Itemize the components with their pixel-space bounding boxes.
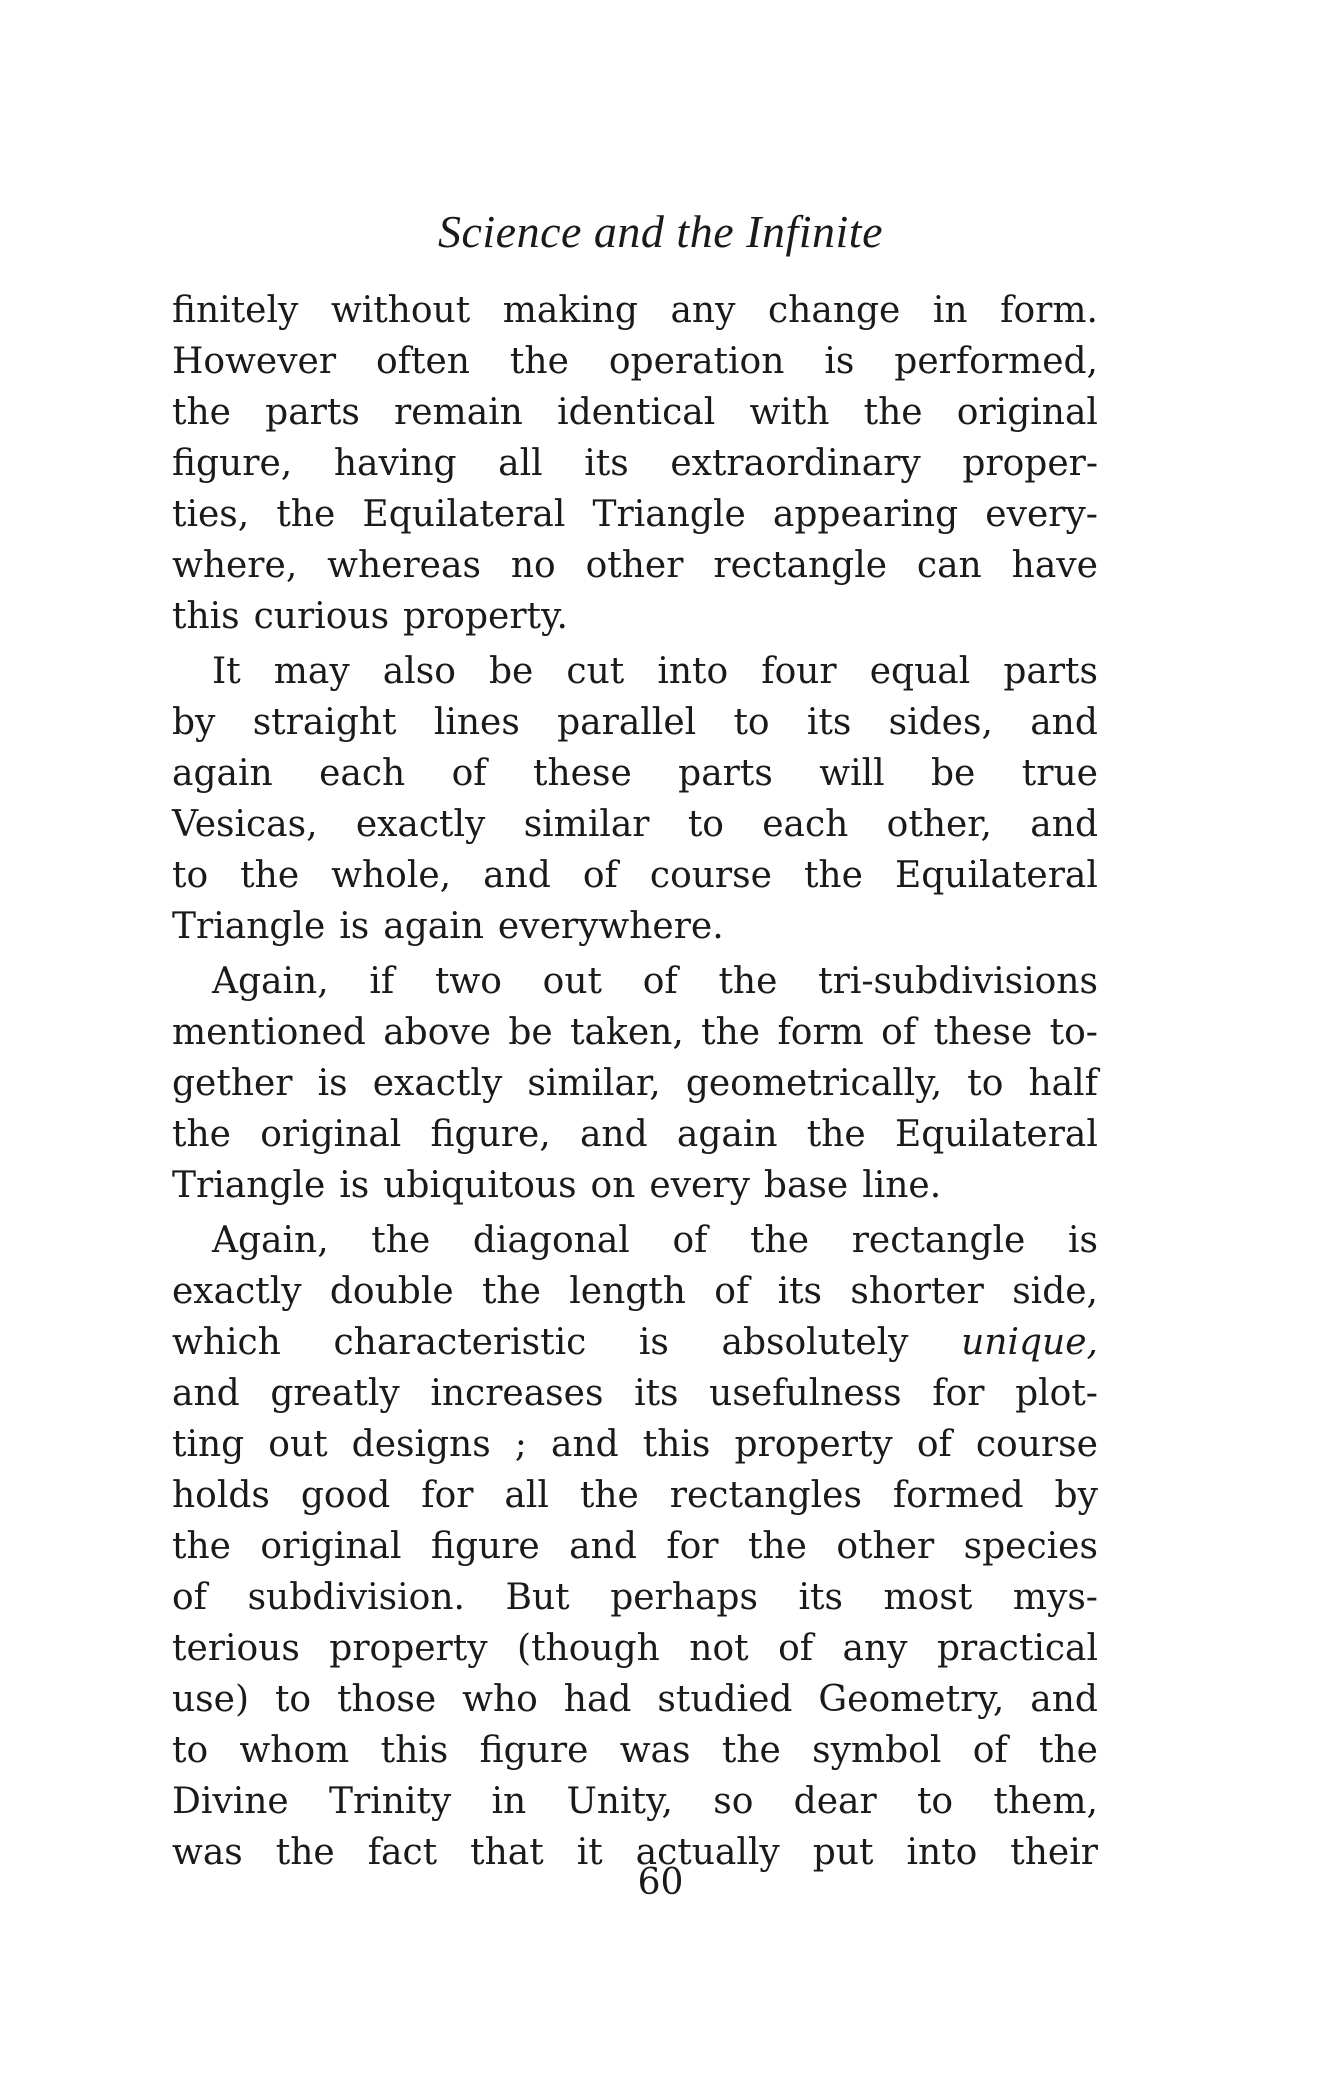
word: practical <box>936 1628 1098 1669</box>
word: But <box>505 1577 570 1618</box>
word: into <box>906 1832 978 1873</box>
word: plot- <box>1015 1373 1098 1414</box>
word: parts <box>678 753 773 794</box>
word: four <box>761 651 837 692</box>
text-line <box>172 1776 1098 1827</box>
word: parts <box>265 392 360 433</box>
word: of <box>582 855 618 896</box>
word: again <box>172 753 273 794</box>
word: appearing <box>772 494 959 535</box>
paragraph <box>172 1215 1098 1878</box>
word: its <box>806 702 852 743</box>
word: to <box>172 1730 209 1771</box>
text-line <box>172 1623 1098 1674</box>
word: the <box>747 1526 807 1567</box>
word: not <box>689 1628 749 1669</box>
word: their <box>1010 1832 1098 1873</box>
word: absolutely <box>721 1322 909 1363</box>
word: the <box>240 855 300 896</box>
word: the <box>509 341 569 382</box>
word: can <box>916 545 982 586</box>
word: any <box>842 1628 908 1669</box>
text-line <box>172 1470 1098 1521</box>
word: characteristic <box>333 1322 587 1363</box>
word: formed <box>892 1475 1024 1516</box>
word: this <box>642 1424 711 1465</box>
word: will <box>819 753 885 794</box>
word: mys- <box>1012 1577 1098 1618</box>
word: have <box>1011 545 1098 586</box>
word: rectangle <box>851 1220 1026 1261</box>
word: if <box>369 961 395 1002</box>
word: its <box>584 443 629 484</box>
word: is <box>1068 1220 1098 1261</box>
word: this <box>380 1730 449 1771</box>
word: course <box>975 1424 1098 1465</box>
word: to <box>172 855 209 896</box>
word: similar, <box>527 1063 661 1104</box>
word: species <box>963 1526 1098 1567</box>
word: perhaps <box>610 1577 758 1618</box>
word: straight <box>252 702 397 743</box>
text-line <box>172 1725 1098 1776</box>
word: the <box>275 1832 335 1873</box>
word: these <box>533 753 632 794</box>
word: change <box>768 290 901 331</box>
word: and <box>550 1424 619 1465</box>
word: and <box>1030 1679 1098 1720</box>
word: sides, <box>888 702 993 743</box>
word: on <box>590 1165 636 1206</box>
word: whereas <box>327 545 481 586</box>
word: everywhere. <box>497 906 724 947</box>
word: figure <box>430 1526 540 1567</box>
word: was <box>619 1730 691 1771</box>
body-text <box>172 285 1098 1878</box>
word: is <box>339 1165 370 1206</box>
word: them, <box>993 1781 1098 1822</box>
word: property <box>734 1424 893 1465</box>
text-line <box>172 387 1098 438</box>
word: its <box>798 1577 843 1618</box>
word: (though <box>517 1628 660 1669</box>
word: terious <box>172 1628 300 1669</box>
word: other <box>585 545 684 586</box>
word: length <box>569 1271 686 1312</box>
word: exactly <box>355 804 486 845</box>
word: its <box>777 1271 823 1312</box>
word: which <box>172 1322 281 1363</box>
word: ubiquitous <box>383 1165 577 1206</box>
text-line <box>172 1160 1098 1211</box>
running-head: Science and the Infinite <box>437 206 883 257</box>
word: form <box>777 1012 864 1053</box>
word: again <box>383 906 484 947</box>
word: for <box>666 1526 719 1567</box>
word: the <box>803 855 863 896</box>
word: by <box>172 702 216 743</box>
word: the <box>701 1012 761 1053</box>
word: the <box>481 1271 541 1312</box>
text-line <box>172 591 1098 642</box>
text-line <box>172 1521 1098 1572</box>
word: every- <box>985 494 1098 535</box>
word: of <box>642 961 678 1002</box>
text-line <box>172 956 1098 1007</box>
word: for <box>932 1373 985 1414</box>
word: shorter <box>850 1271 984 1312</box>
word: double <box>329 1271 454 1312</box>
word: lines <box>433 702 520 743</box>
word: by <box>1054 1475 1098 1516</box>
text-line <box>172 438 1098 489</box>
word: Geometry, <box>818 1679 1005 1720</box>
word: two <box>434 961 502 1002</box>
word: Trinity <box>328 1781 452 1822</box>
word: making <box>502 290 638 331</box>
word: Divine <box>172 1781 289 1822</box>
word: subdivision. <box>247 1577 465 1618</box>
paragraph <box>172 646 1098 952</box>
word: who <box>462 1679 538 1720</box>
word: other, <box>886 804 992 845</box>
word: out <box>268 1424 328 1465</box>
text-line <box>172 646 1098 697</box>
word: to <box>687 804 724 845</box>
word: original <box>260 1526 402 1567</box>
word: Vesicas, <box>172 804 318 845</box>
word: and <box>579 1114 648 1155</box>
word: the <box>1039 1730 1098 1771</box>
word: be <box>931 753 976 794</box>
word: side, <box>1012 1271 1098 1312</box>
word: actually <box>635 1832 780 1873</box>
word: cut <box>566 651 625 692</box>
word: so <box>713 1781 754 1822</box>
word: increases <box>430 1373 604 1414</box>
word: each <box>319 753 406 794</box>
word: be <box>508 1012 553 1053</box>
word: tri-subdivisions <box>818 961 1098 1002</box>
word: holds <box>172 1475 270 1516</box>
text-line <box>172 489 1098 540</box>
word: is <box>824 341 855 382</box>
paragraph <box>172 285 1098 642</box>
word: Again, <box>212 1220 329 1261</box>
word: designs <box>351 1424 491 1465</box>
word: whole, <box>331 855 452 896</box>
word: Triangle <box>592 494 746 535</box>
text-line <box>172 1058 1098 1109</box>
word: of <box>714 1271 750 1312</box>
text-line <box>172 901 1098 952</box>
text-line <box>172 336 1098 387</box>
word: any <box>670 290 736 331</box>
word: to- <box>1049 1012 1098 1053</box>
word: Triangle <box>172 1165 326 1206</box>
word: original <box>260 1114 402 1155</box>
word: base <box>763 1165 849 1206</box>
word: with <box>749 392 830 433</box>
word: finitely <box>172 290 299 331</box>
word: mentioned <box>172 1012 366 1053</box>
word: ties, <box>172 494 250 535</box>
word: the <box>750 1220 810 1261</box>
word: Unity, <box>566 1781 673 1822</box>
word: having <box>333 443 457 484</box>
word: is <box>317 1063 348 1104</box>
word: operation <box>608 341 785 382</box>
word: curious <box>253 596 390 637</box>
word: is <box>339 906 370 947</box>
word: the <box>172 392 231 433</box>
text-line <box>172 1317 1098 1368</box>
text-line <box>172 1419 1098 1470</box>
text-line <box>172 748 1098 799</box>
word: diagonal <box>472 1220 630 1261</box>
word: unique, <box>961 1322 1098 1363</box>
word: and <box>172 1373 240 1414</box>
word: greatly <box>270 1373 400 1414</box>
word: without <box>330 290 471 331</box>
word: ting <box>172 1424 245 1465</box>
word: use) <box>172 1679 250 1720</box>
word: gether <box>172 1063 293 1104</box>
word: each <box>762 804 849 845</box>
word: also <box>382 651 456 692</box>
word: to <box>916 1781 954 1822</box>
word: usefulness <box>709 1373 902 1414</box>
word: Triangle <box>172 906 326 947</box>
word: of <box>881 1012 917 1053</box>
word: for <box>421 1475 474 1516</box>
word: Equilateral <box>894 855 1098 896</box>
word: figure, <box>430 1114 551 1155</box>
word: put <box>812 1832 874 1873</box>
word: the <box>721 1730 781 1771</box>
text-line <box>172 1266 1098 1317</box>
word: ; <box>514 1424 527 1465</box>
word: parts <box>1003 651 1098 692</box>
word: no <box>510 545 556 586</box>
word: Again, <box>212 961 329 1002</box>
word: exactly <box>172 1271 302 1312</box>
word: the <box>863 392 923 433</box>
word: dear <box>793 1781 877 1822</box>
word: property <box>329 1628 488 1669</box>
word: to <box>967 1063 1004 1104</box>
word: the <box>276 494 336 535</box>
text-line <box>172 1109 1098 1160</box>
word: the <box>579 1475 639 1516</box>
word: It <box>212 651 241 692</box>
word: of <box>778 1628 814 1669</box>
text-line <box>172 1674 1098 1725</box>
word: of <box>972 1730 1008 1771</box>
word: half <box>1028 1063 1098 1104</box>
word: original <box>956 392 1098 433</box>
word: similar <box>523 804 650 845</box>
word: the <box>371 1220 431 1261</box>
word: those <box>337 1679 437 1720</box>
word: other <box>836 1526 935 1567</box>
word: of <box>172 1577 207 1618</box>
word: course <box>649 855 772 896</box>
word: the <box>718 961 778 1002</box>
word: proper- <box>962 443 1098 484</box>
word: to <box>274 1679 312 1720</box>
word: rectangle <box>713 545 888 586</box>
word: figure <box>479 1730 589 1771</box>
word: exactly <box>372 1063 503 1104</box>
text-line <box>172 850 1098 901</box>
word: good <box>300 1475 391 1516</box>
word: be <box>488 651 534 692</box>
text-line <box>172 540 1098 591</box>
word: However <box>172 341 337 382</box>
word: it <box>576 1832 603 1873</box>
text-line <box>172 1007 1098 1058</box>
word: geometrically, <box>685 1063 943 1104</box>
word: again <box>676 1114 778 1155</box>
word: and <box>569 1526 637 1567</box>
word: identical <box>557 392 716 433</box>
word: often <box>376 341 470 382</box>
word: whom <box>239 1730 350 1771</box>
word: rectangles <box>669 1475 862 1516</box>
word: all <box>504 1475 549 1516</box>
word: remain <box>394 392 523 433</box>
text-line <box>172 1215 1098 1266</box>
word: that <box>470 1832 544 1873</box>
word: studied <box>657 1679 793 1720</box>
word: Equilateral <box>894 1114 1098 1155</box>
text-line <box>172 285 1098 336</box>
word: of <box>672 1220 708 1261</box>
text-line <box>172 697 1098 748</box>
word: figure, <box>172 443 293 484</box>
word: every <box>649 1165 750 1206</box>
word: all <box>498 443 543 484</box>
word: equal <box>869 651 971 692</box>
word: had <box>563 1679 632 1720</box>
text-line <box>172 799 1098 850</box>
page-number: 60 <box>637 1862 684 1903</box>
word: in <box>932 290 968 331</box>
word: of <box>451 753 487 794</box>
word: fact <box>367 1832 438 1873</box>
word: may <box>273 651 350 692</box>
word: property. <box>403 596 568 637</box>
word: the <box>172 1114 231 1155</box>
word: performed, <box>894 341 1098 382</box>
text-line <box>172 1572 1098 1623</box>
word: in <box>491 1781 527 1822</box>
word: line. <box>862 1165 942 1206</box>
word: into <box>657 651 729 692</box>
word: and <box>1030 804 1098 845</box>
word: above <box>383 1012 492 1053</box>
word: and <box>1030 702 1098 743</box>
word: is <box>638 1322 669 1363</box>
word: was <box>172 1832 243 1873</box>
word: and <box>483 855 551 896</box>
paragraph <box>172 956 1098 1211</box>
word: its <box>634 1373 679 1414</box>
word: of <box>916 1424 952 1465</box>
word: taken, <box>570 1012 684 1053</box>
word: to <box>733 702 770 743</box>
word: symbol <box>812 1730 942 1771</box>
word: form. <box>1000 290 1098 331</box>
word: the <box>806 1114 866 1155</box>
word: where, <box>172 545 298 586</box>
word: Equilateral <box>362 494 566 535</box>
word: true <box>1021 753 1098 794</box>
text-line <box>172 1368 1098 1419</box>
word: most <box>883 1577 973 1618</box>
word: these <box>933 1012 1033 1053</box>
word: extraordinary <box>670 443 921 484</box>
word: out <box>542 961 602 1002</box>
word: this <box>172 596 240 637</box>
word: parallel <box>557 702 697 743</box>
word: the <box>172 1526 231 1567</box>
